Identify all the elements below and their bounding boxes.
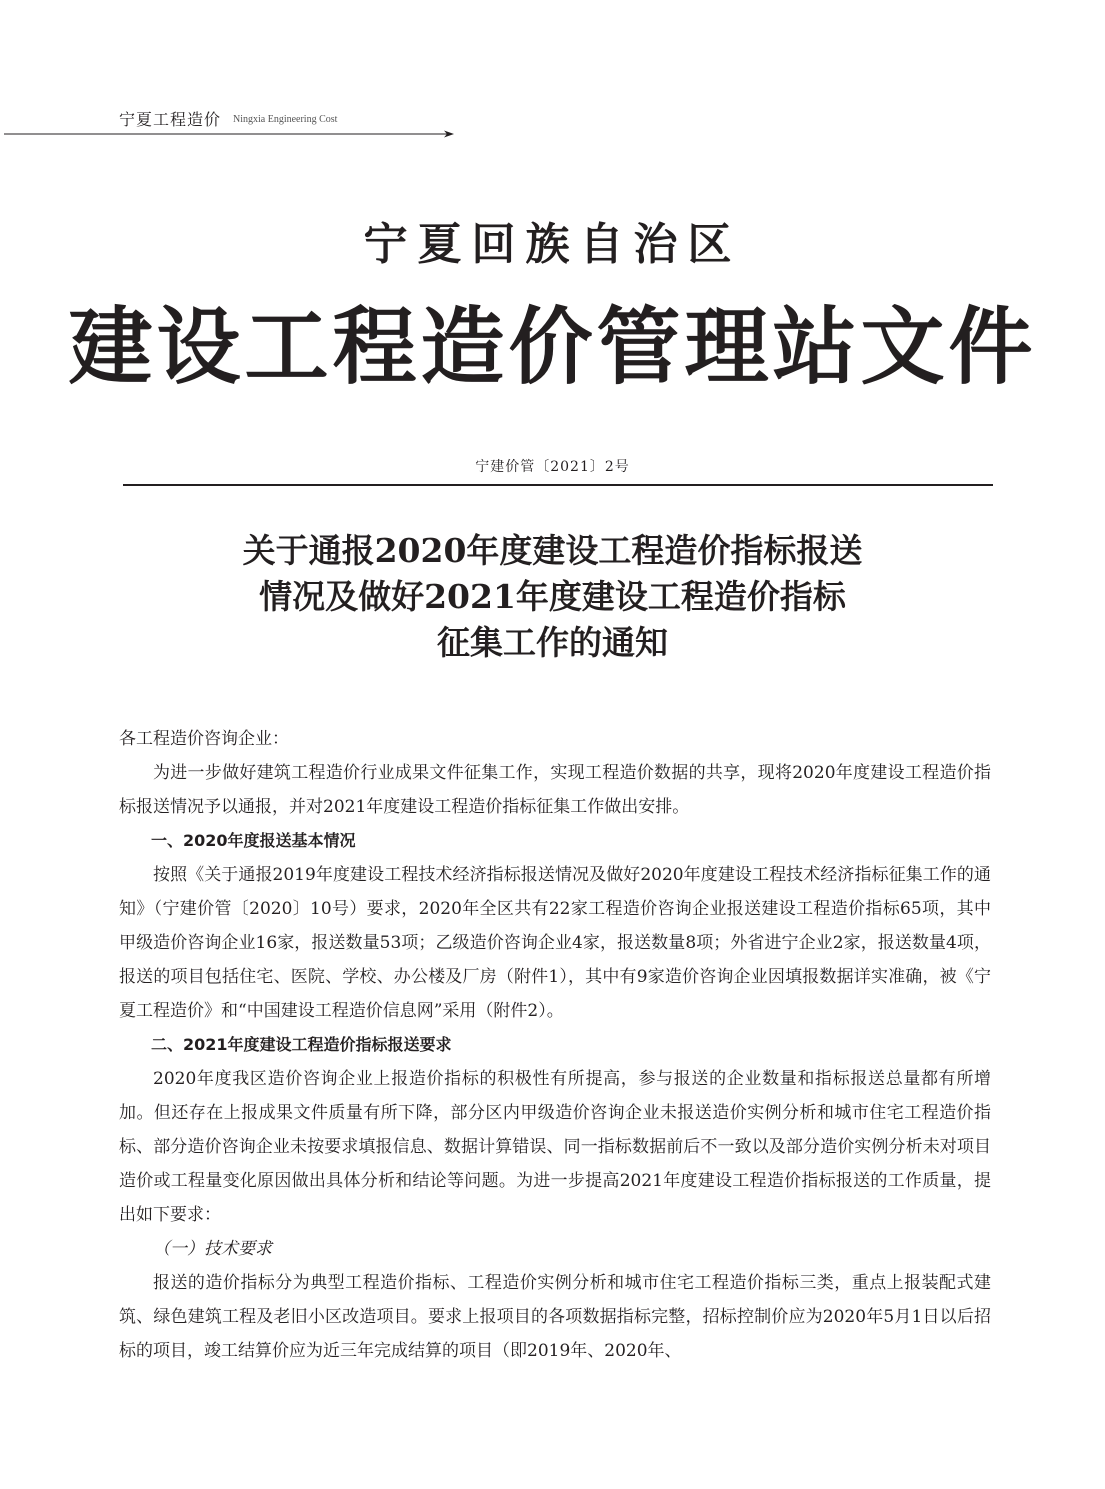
section-2-heading: 二、2021年度建设工程造价指标报送要求: [151, 1035, 452, 1054]
title-line-2: 情况及做好2021年度建设工程造价指标: [259, 577, 846, 616]
intro-paragraph: 为进一步做好建筑工程造价行业成果文件征集工作，实现工程造价数据的共享，现将2020年度建设工程造价指标报送情况予以通报，并对2021年度建设工程造价指标征集工作做出安排。: [119, 763, 991, 817]
masthead-divider: [123, 484, 993, 486]
issuing-org-name: 建设工程造价管理站文件: [68, 297, 1037, 396]
document-body: [119, 722, 991, 1368]
section-1-heading: 一、2020年度报送基本情况: [151, 831, 356, 850]
section-1-paragraph: 按照《关于通报2019年度建设工程技术经济指标报送情况及做好2020年度建设工程技术经济指标征集工作的通知》（宁建价管〔2020〕10号）要求，2020年全区共有22家工程造价咨询企业报送建设工程造价指标65项，其中甲级造价咨询企业16家，报送数量53项；乙级造价咨询企业4家，报送数量8项；外省进宁企业2家，报送数量4项，报送的项目包括住宅、医院、学校、办公楼及厂房（附件1），其中有9家造价咨询企业因填报数据详实准确，被《宁夏工程造价》和“中国建设工程造价信息网”采用（附件2）。: [119, 865, 991, 1021]
document-number: 宁建价管〔2021〕2号: [475, 459, 630, 475]
subsection-1-paragraph: 报送的造价指标分为典型工程造价指标、工程造价实例分析和城市住宅工程造价指标三类，重点上报装配式建筑、绿色建筑工程及老旧小区改造项目。要求上报项目的各项数据指标完整，招标控制价应为2020年5月1日以后招标的项目，竣工结算价应为近三年完成结算的项目（即2019年、2020年、: [119, 1273, 991, 1361]
document-title: [0, 528, 1105, 666]
section-2-paragraph: 2020年度我区造价咨询企业上报造价指标的积极性有所提高，参与报送的企业数量和指标报送总量都有所增加。但还存在上报成果文件质量有所下降，部分区内甲级造价咨询企业未报送造价实例分析和城市住宅工程造价指标、部分造价咨询企业未按要求填报信息、数据计算错误、同一指标数据前后不一致以及部分造价实例分析未对项目造价或工程量变化原因做出具体分析和结论等问题。为进一步提高2021年度建设工程造价指标报送的工作质量，提出如下要求：: [119, 1069, 991, 1225]
issuing-org-region: 宁夏回族自治区: [363, 219, 742, 270]
journal-name-en: Ningxia Engineering Cost: [233, 114, 338, 125]
title-line-3: 征集工作的通知: [437, 623, 668, 662]
salutation: 各工程造价咨询企业：: [119, 729, 289, 749]
journal-name-cn: 宁夏工程造价: [119, 110, 222, 129]
running-header: [0, 104, 460, 138]
header-arrow-rule: [4, 129, 454, 139]
title-line-1: 关于通报2020年度建设工程造价指标报送: [242, 531, 863, 570]
subsection-1-heading: （一）技术要求: [153, 1239, 272, 1259]
